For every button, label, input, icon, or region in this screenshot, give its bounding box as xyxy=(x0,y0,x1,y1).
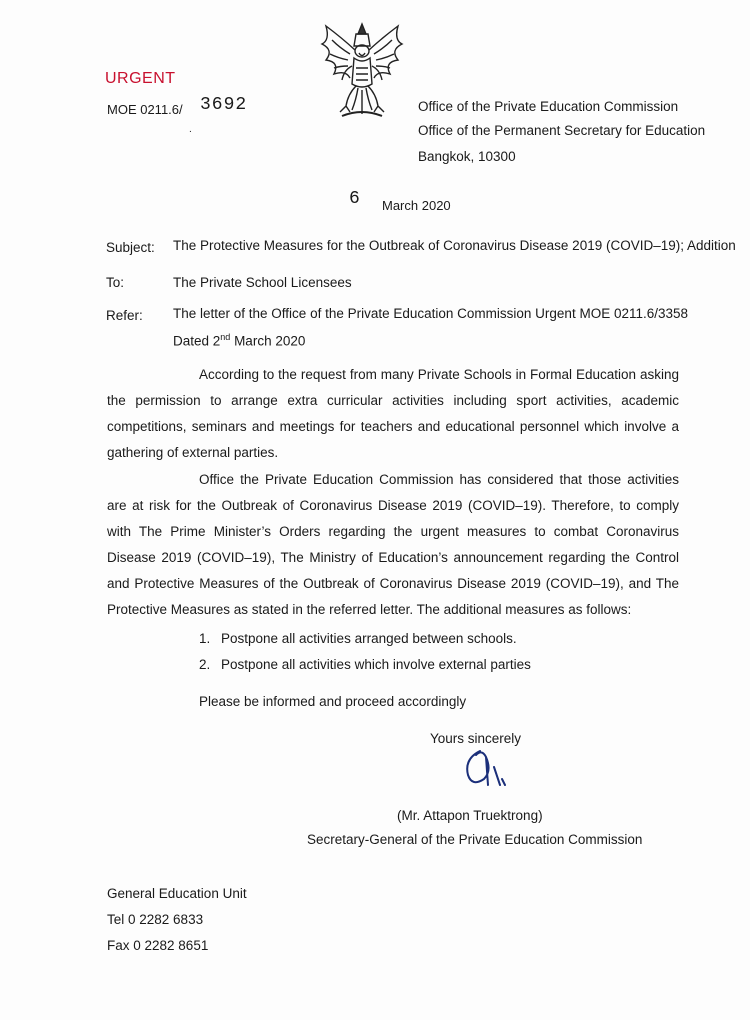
body-paragraph-1: According to the request from many Private Schools in Formal Education asking the permission to arrange extra curricular activities including sport activities, academic competitions, seminars and meetings for teachers and educational personnel which involve a gathering of external parties. xyxy=(107,367,679,460)
refer-line-1: The letter of the Office of the Private Education Commission Urgent MOE 0211.6/3358 xyxy=(173,306,689,321)
list-item xyxy=(199,657,531,672)
stray-mark: . xyxy=(189,124,192,135)
to-text: The Private School Licensees xyxy=(173,275,352,290)
list-item-text: Postpone all activities arranged between schools. xyxy=(221,631,517,646)
garuda-emblem-icon xyxy=(312,20,412,120)
date-month-year: March 2020 xyxy=(382,198,451,213)
reference-prefix: MOE 0211.6/ xyxy=(107,102,183,117)
salutation: Yours sincerely xyxy=(430,731,522,746)
footer-tel: Tel 0 2282 6833 xyxy=(107,912,204,927)
urgent-label: URGENT xyxy=(105,70,176,87)
list-item-number: 1. xyxy=(199,631,211,646)
signatory-title: Secretary-General of the Private Education Commission xyxy=(307,832,643,847)
footer-unit: General Education Unit xyxy=(107,886,247,901)
to-label: To: xyxy=(106,275,125,290)
office-line-2: Office of the Permanent Secretary for Education xyxy=(418,123,706,138)
closing-line: Please be informed and proceed accordingly xyxy=(199,694,467,709)
signatory-name: (Mr. Attapon Truektrong) xyxy=(397,808,543,823)
handwritten-signature xyxy=(458,745,518,795)
subject-text: The Protective Measures for the Outbreak of Coronavirus Disease 2019 (COVID–19); Addition xyxy=(173,238,736,253)
list-item-text: Postpone all activities which involve external parties xyxy=(221,657,531,672)
office-line-1: Office of the Private Education Commission xyxy=(418,99,679,114)
refer-label: Refer: xyxy=(106,308,143,323)
list-item xyxy=(199,631,517,646)
subject-label: Subject: xyxy=(106,240,155,255)
body-paragraph-2: Office the Private Education Commission has considered that those activities are at risk for the Outbreak of Coronavirus Disease 2019 (COVID–19). Therefore, to comply with The Prime Minister’s Orders regarding the urgent measures to combat Coronavirus Disease 2019 (COVID–19), The Ministry of Education’s announcement regarding the Control and Protective Measures of the Outbreak of Coronavirus Disease 2019 (COVID–19), and The Protective Measures as stated in the referred letter. The additional measures as follows: xyxy=(107,472,679,617)
reference-number: 3692 xyxy=(200,95,248,115)
office-line-3: Bangkok, 10300 xyxy=(418,149,516,164)
date-day: 6 xyxy=(349,189,360,209)
footer-fax: Fax 0 2282 8651 xyxy=(107,938,209,953)
list-item-number: 2. xyxy=(199,657,211,672)
refer-line-2: Dated 2nd March 2020 xyxy=(173,332,306,349)
